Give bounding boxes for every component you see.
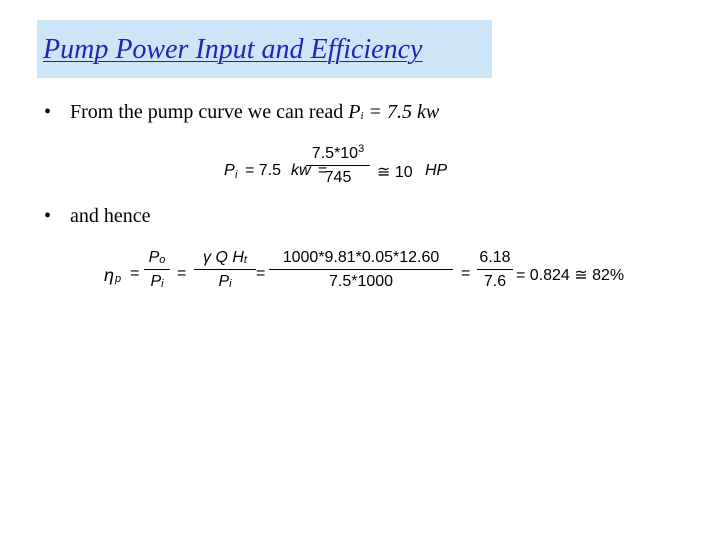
power-input-subscript: i bbox=[360, 110, 364, 122]
bullet-marker: • bbox=[44, 101, 52, 123]
eta-symbol: η bbox=[104, 265, 114, 285]
fraction-bar bbox=[477, 269, 513, 270]
slide-title: Pump Power Input and Efficiency bbox=[43, 34, 423, 65]
fraction-po-pi bbox=[144, 249, 170, 291]
fraction-bar bbox=[144, 269, 170, 270]
eq1-unit-hp: HP bbox=[425, 162, 448, 179]
efficiency-result: = 0.824 ≅ 82% bbox=[516, 267, 625, 284]
f2-numerator: γ Q $H_t$ bbox=[203, 249, 247, 266]
f4-denominator: 7.6 bbox=[483, 273, 507, 290]
fraction-numeric bbox=[269, 249, 453, 291]
eq1-unit-kw: kw bbox=[291, 162, 311, 179]
power-input-value: = 7.5 kw bbox=[363, 101, 440, 123]
eq1-approx: ≅ 10 bbox=[377, 164, 413, 181]
eq1-numerator: $7.5*10^3$ bbox=[311, 143, 365, 162]
eq2-equals-3: = bbox=[256, 265, 266, 282]
eq1-lhs-sub: i bbox=[235, 169, 238, 181]
eq1-lhs-var: P bbox=[224, 162, 235, 179]
bullet-marker: • bbox=[44, 205, 52, 227]
power-input-symbol: P bbox=[348, 101, 361, 123]
f4-numerator: 6.18 bbox=[479, 249, 511, 266]
eq1-denominator: 745 bbox=[324, 169, 352, 186]
eq2-equals-2: = bbox=[177, 265, 187, 282]
f1-denominator: $P_i$ bbox=[150, 273, 164, 290]
eta-subscript: p bbox=[115, 273, 122, 285]
bullet-text: From the pump curve we can read bbox=[70, 101, 349, 123]
f2-denominator: $P_i$ bbox=[218, 273, 232, 290]
fraction-gamma-q-h bbox=[194, 249, 256, 291]
fraction-bar bbox=[269, 269, 453, 270]
eq1-equals: = bbox=[318, 162, 328, 179]
f1-numerator: $P_o$ bbox=[148, 249, 166, 266]
fraction-bar bbox=[194, 269, 256, 270]
eq1-value: = 7.5 bbox=[245, 162, 282, 179]
bullet-text: and hence bbox=[70, 205, 151, 227]
f3-numerator: 1000*9.81*0.05*12.60 bbox=[282, 249, 440, 266]
f3-denominator: 7.5*1000 bbox=[328, 273, 394, 290]
fraction-simplified bbox=[477, 249, 513, 291]
eq2-equals-4: = bbox=[461, 265, 471, 282]
eq2-equals-1: = bbox=[130, 265, 140, 282]
